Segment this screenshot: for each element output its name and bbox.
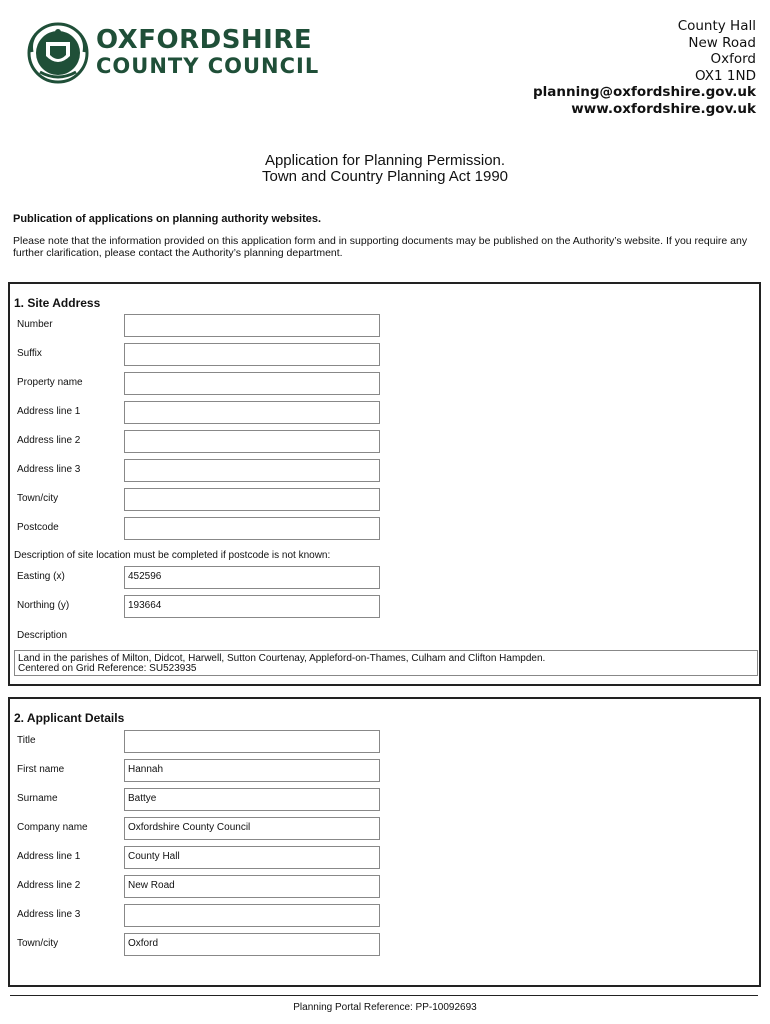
postcode-input[interactable] [124, 517, 380, 540]
field-label: Surname [17, 793, 58, 804]
easting-input[interactable]: 452596 [124, 566, 380, 589]
contact-postcode: OX1 1ND [695, 67, 756, 84]
contact-line-1: County Hall [677, 18, 756, 34]
field-label: Easting (x) [17, 571, 65, 582]
council-crest-logo [26, 22, 90, 84]
field-label: Address line 2 [17, 880, 81, 891]
logo-line-2: COUNTY COUNCIL [96, 54, 320, 78]
applicant-address-line-1-input[interactable]: County Hall [124, 846, 380, 869]
field-label: Description [17, 630, 68, 641]
contact-email-link[interactable]: planning@oxfordshire.gov.uk [532, 84, 756, 101]
field-label: Postcode [17, 522, 59, 533]
document-title-line-1: Application for Planning Permission. [264, 152, 506, 169]
address-line-2-input[interactable] [124, 430, 380, 453]
council-logo-text [96, 26, 319, 78]
site-address-title: 1. Site Address [14, 296, 101, 310]
location-note: Description of site location must be completed if postcode is not known: [14, 550, 331, 561]
number-input[interactable] [124, 314, 380, 337]
applicant-details-title: 2. Applicant Details [14, 711, 125, 725]
town-city-input[interactable] [124, 488, 380, 511]
field-label: Number [17, 319, 53, 330]
field-label: Address line 2 [17, 435, 81, 446]
description-line-1: Land in the parishes of Milton, Didcot, Harwell, Sutton Courtenay, Appleford-on-Thames, Culham and Clifton Hampden. [18, 653, 546, 664]
field-label: Suffix [17, 348, 42, 359]
contact-address-block [533, 18, 756, 118]
field-label: Title [17, 735, 36, 746]
applicant-address-line-2-input[interactable]: New Road [124, 875, 380, 898]
field-label: Address line 3 [17, 909, 81, 920]
field-label: Town/city [17, 938, 59, 949]
description-line-2: Centered on Grid Reference: SU523935 [18, 663, 197, 674]
description-textarea[interactable] [14, 650, 758, 676]
applicant-details-section [8, 697, 761, 987]
applicant-town-city-input[interactable]: Oxford [124, 933, 380, 956]
contact-line-2: New Road [688, 34, 756, 51]
field-label: First name [17, 764, 65, 775]
document-title [0, 153, 770, 185]
field-label: Address line 1 [17, 406, 81, 417]
field-label: Address line 3 [17, 464, 81, 475]
address-line-1-input[interactable] [124, 401, 380, 424]
field-label: Address line 1 [17, 851, 81, 862]
applicant-title-input[interactable] [124, 730, 380, 753]
footer-divider [10, 995, 758, 996]
site-address-section [8, 282, 761, 686]
suffix-input[interactable] [124, 343, 380, 366]
publication-notice: Please note that the information provided on this application form and in supporting documents may be published on the Authority’s website. If you require any further clarification, please contact the Authority’s planning department. [13, 235, 748, 259]
logo-line-1: OXFORDSHIRE [96, 25, 313, 55]
property-name-input[interactable] [124, 372, 380, 395]
first-name-input[interactable]: Hannah [124, 759, 380, 782]
field-label: Company name [17, 822, 88, 833]
field-label: Town/city [17, 493, 59, 504]
document-title-line-2: Town and Country Planning Act 1990 [262, 168, 508, 185]
surname-input[interactable]: Battye [124, 788, 380, 811]
footer-reference: Planning Portal Reference: PP-10092693 [293, 1002, 477, 1013]
applicant-address-line-3-input[interactable] [124, 904, 380, 927]
address-line-3-input[interactable] [124, 459, 380, 482]
page-header [0, 0, 770, 130]
contact-website-link[interactable]: www.oxfordshire.gov.uk [571, 100, 756, 117]
northing-input[interactable]: 193664 [124, 595, 380, 618]
field-label: Northing (y) [17, 600, 70, 611]
field-label: Property name [17, 377, 83, 388]
publication-heading: Publication of applications on planning authority websites. [13, 213, 322, 225]
contact-line-3: Oxford [710, 51, 756, 68]
company-name-input[interactable]: Oxfordshire County Council [124, 817, 380, 840]
